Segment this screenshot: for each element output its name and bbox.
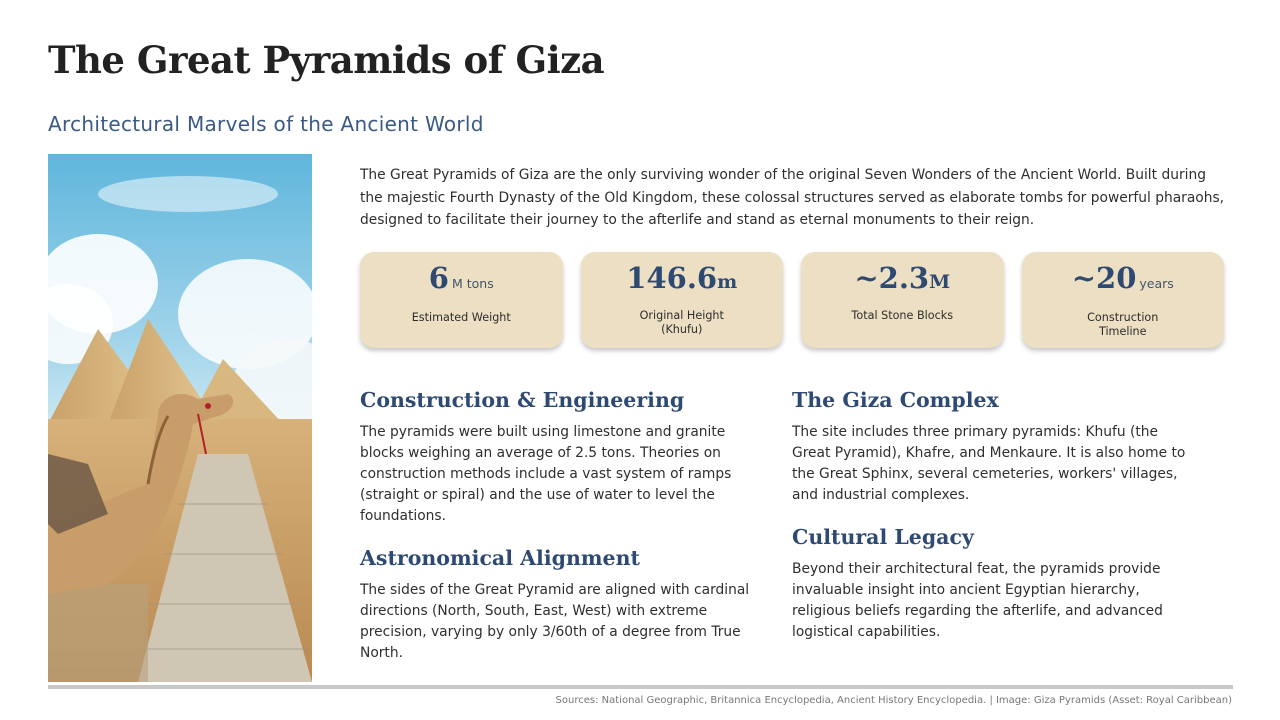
stat-number: 146.6	[626, 261, 718, 295]
page-subtitle: Architectural Marvels of the Ancient World	[48, 112, 484, 136]
section-heading: Construction & Engineering	[360, 388, 685, 412]
stat-card-timeline	[1022, 252, 1225, 348]
stat-label: Estimated Weight	[411, 311, 511, 324]
section-giza-complex	[792, 388, 1192, 506]
section-heading: Cultural Legacy	[792, 525, 974, 549]
section-astronomy	[360, 546, 760, 664]
stat-label: Construction Timeline	[1087, 311, 1159, 338]
stat-number: 6	[428, 261, 449, 295]
stat-label: Original Height (Khufu)	[639, 309, 724, 336]
intro-paragraph: The Great Pyramids of Giza are the only surviving wonder of the original Seven Wonders of the Ancient World. Built during the majestic Fourth Dynasty of the Old Kingdom, these colossal structures served as elaborate tombs for powerful pharaohs, designed to facilitate their journey to the afterlife and stand as eternal monuments to their reign.	[360, 167, 1225, 228]
footer-sources: Sources: National Geographic, Britannica Encyclopedia, Ancient History Encyclopedia. | Image: Giza Pyramids (Asset: Royal Caribbean)	[555, 695, 1232, 706]
stat-card-height	[581, 252, 784, 348]
section-heading: Astronomical Alignment	[360, 546, 640, 570]
stats-row	[360, 252, 1224, 348]
stat-card-weight	[360, 252, 563, 348]
stat-value	[429, 261, 494, 301]
section-body: The sides of the Great Pyramid are aligned with cardinal directions (North, South, East, West) with extreme precision, varying by only 3/60th of a degree from True North.	[360, 582, 750, 661]
section-body: The pyramids were built using limestone and granite blocks weighing an average of 2.5 tons. Theories on construction methods include a vast system of ramps (straight or spiral) and the use of water to level the foundations.	[360, 424, 732, 524]
page-title: The Great Pyramids of Giza	[48, 38, 605, 82]
stat-card-blocks	[801, 252, 1004, 348]
stat-unit: M tons	[451, 276, 494, 291]
footer-divider	[48, 685, 1233, 689]
section-heading: The Giza Complex	[792, 388, 999, 412]
section-body: The site includes three primary pyramids: Khufu (the Great Pyramid), Khafre, and Menkaure. It is also home to the Great Sphinx, several cemeteries, workers' villages, and industrial complexes.	[792, 424, 1186, 503]
section-cultural-legacy	[792, 525, 1192, 643]
stat-value	[1072, 261, 1174, 301]
stat-label: Total Stone Blocks	[851, 309, 954, 322]
stat-value	[626, 261, 737, 299]
stat-unit: M	[929, 271, 951, 293]
stat-unit: years	[1139, 276, 1174, 291]
stat-value	[854, 261, 950, 299]
stat-number: ~2.3	[854, 261, 930, 295]
section-construction	[360, 388, 760, 527]
stat-unit: m	[717, 271, 738, 293]
pyramids-camel-image	[48, 154, 312, 682]
stat-number: ~20	[1071, 261, 1137, 295]
section-body: Beyond their architectural feat, the pyramids provide invaluable insight into ancient Egyptian hierarchy, religious beliefs regarding the afterlife, and advanced logistical capabilities.	[792, 561, 1163, 640]
